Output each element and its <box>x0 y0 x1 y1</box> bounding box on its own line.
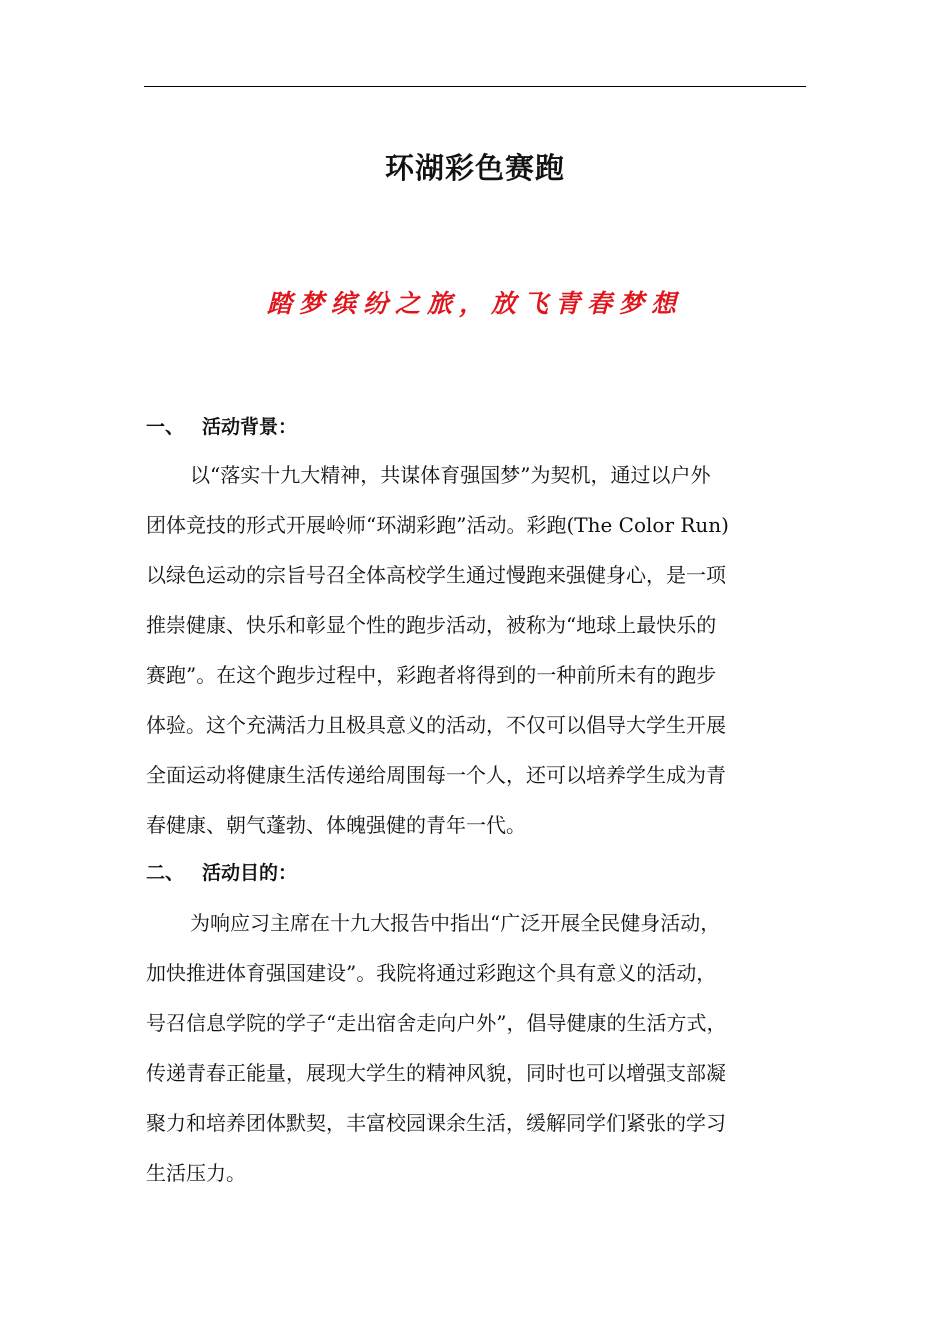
header-rule <box>144 86 806 87</box>
paragraph-line: 春健康、朝气蓬勃、体魄强健的青年一代。 <box>146 813 526 837</box>
paragraph-line: 号召信息学院的学子“走出宿舍走向户外”，倡导健康的生活方式， <box>146 1011 727 1035</box>
page-title: 环湖彩色赛跑 <box>384 151 565 185</box>
section-number: 二、 <box>146 862 185 884</box>
paragraph-line: 全面运动将健康生活传递给周围每一个人，还可以培养学生成为青 <box>146 763 726 787</box>
paragraph-line: 加快推进体育强国建设”。我院将通过彩跑这个具有意义的活动， <box>146 961 717 985</box>
paragraph-line: 推崇健康、快乐和彰显个性的跑步活动，被称为“地球上最快乐的 <box>146 613 717 637</box>
paragraph-line: 生活压力。 <box>146 1161 246 1185</box>
section-title: 活动目的： <box>202 862 298 884</box>
section-heading-background <box>146 412 297 442</box>
section-number: 一、 <box>146 416 185 438</box>
slogan: 踏梦缤纷之旅，放飞青春梦想 <box>266 289 683 318</box>
section-title: 活动背景： <box>202 416 298 438</box>
paragraph-line: 聚力和培养团体默契，丰富校园课余生活，缓解同学们紧张的学习 <box>146 1111 726 1135</box>
paragraph-line: 传递青春正能量，展现大学生的精神风貌，同时也可以增强支部凝 <box>146 1061 726 1085</box>
paragraph-line: 团体竞技的形式开展岭师“环湖彩跑”活动。彩跑(The Color Run) <box>146 513 729 537</box>
paragraph-background <box>146 450 832 850</box>
paragraph-line: 为响应习主席在十九大报告中指出“广泛开展全民健身活动， <box>190 911 721 935</box>
section-heading-purpose <box>146 858 297 888</box>
paragraph-line: 赛跑”。在这个跑步过程中，彩跑者将得到的一种前所未有的跑步 <box>146 663 717 687</box>
paragraph-purpose <box>146 898 832 1198</box>
paragraph-line: 以绿色运动的宗旨号召全体高校学生通过慢跑来强健身心，是一项 <box>146 563 726 587</box>
paragraph-line: 以“落实十九大精神，共谋体育强国梦”为契机，通过以户外 <box>190 463 711 487</box>
paragraph-line: 体验。这个充满活力且极具意义的活动，不仅可以倡导大学生开展 <box>146 713 726 737</box>
